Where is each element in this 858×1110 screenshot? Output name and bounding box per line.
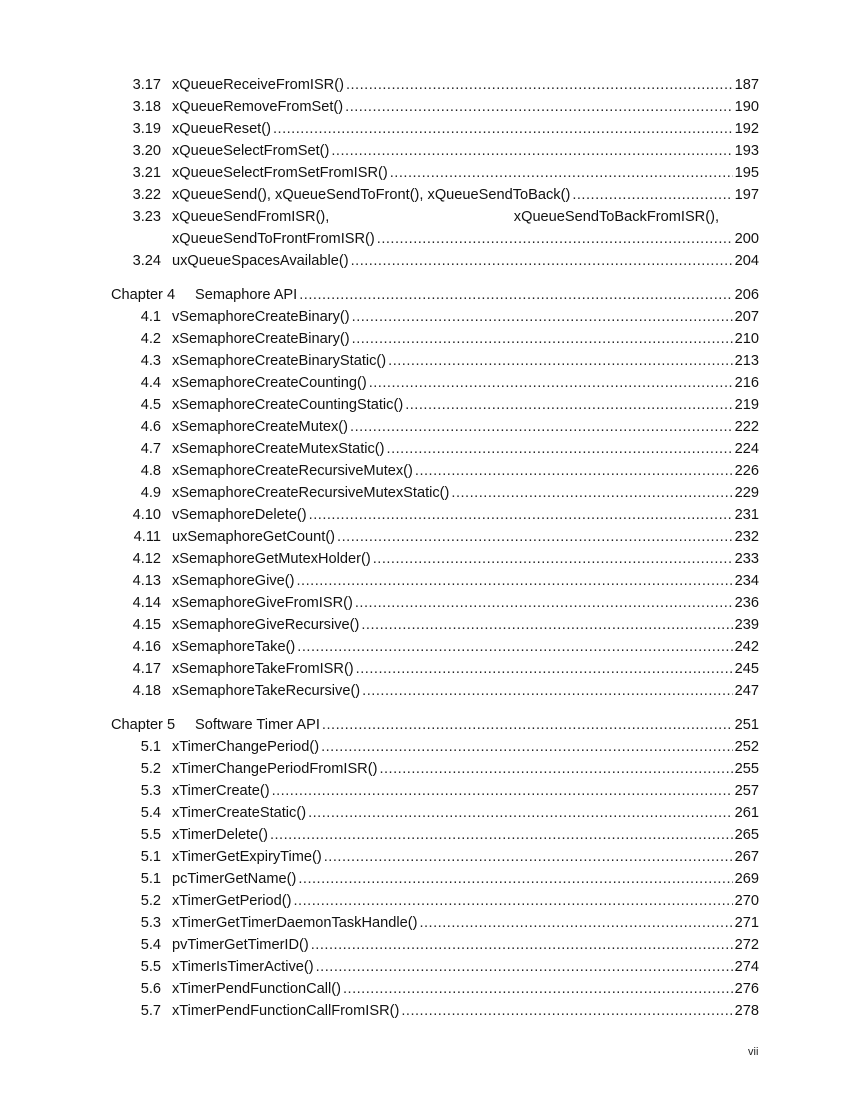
toc-entry[interactable] [111, 780, 759, 802]
toc-entry-number: 4.6 [140, 419, 161, 435]
chapter-number: Chapter 4 [111, 287, 176, 303]
dot-leader [296, 570, 732, 592]
dot-leader [346, 74, 733, 96]
toc-entry-page: 216 [734, 375, 759, 391]
toc-entry-number: 4.18 [132, 683, 161, 699]
toc-entry[interactable] [111, 736, 759, 758]
page-footer-number: vii [748, 1046, 759, 1058]
toc-entry-page: 278 [734, 1003, 759, 1019]
dot-leader [356, 658, 733, 680]
toc-entry-page: 234 [734, 573, 759, 589]
toc-entry-title: pvTimerGetTimerID() [172, 937, 309, 953]
toc-entry-number: 5.2 [140, 893, 161, 909]
toc-entry-title: xSemaphoreCreateRecursiveMutex() [172, 463, 413, 479]
toc-entry-title: vSemaphoreCreateBinary() [172, 309, 350, 325]
toc-entry[interactable] [111, 912, 759, 934]
toc-entry-number: 3.18 [132, 99, 161, 115]
chapter-title: Semaphore API [195, 287, 298, 303]
dot-leader [308, 802, 733, 824]
toc-entry[interactable] [111, 614, 759, 636]
toc-entry-number: 5.4 [140, 937, 161, 953]
dot-leader [299, 284, 732, 306]
toc-entry-title: xTimerDelete() [172, 827, 268, 843]
toc-entry-title: xQueueSelectFromSetFromISR() [172, 165, 388, 181]
toc-entry-page: 242 [734, 639, 759, 655]
toc-entry-number: 5.5 [140, 959, 161, 975]
toc-entry-page: 272 [734, 937, 759, 953]
dot-leader [373, 548, 733, 570]
toc-entry-title: xSemaphoreGiveRecursive() [172, 617, 360, 633]
toc-entry-page: 233 [734, 551, 759, 567]
toc-entry-title: uxQueueSpacesAvailable() [172, 253, 349, 269]
dot-leader [273, 118, 733, 140]
toc-entry-number: 3.17 [132, 77, 161, 93]
toc-entry[interactable] [111, 372, 759, 394]
toc-section-3-tail [111, 74, 759, 206]
dot-leader [405, 394, 732, 416]
toc-entry-page: 255 [734, 761, 759, 777]
toc-entry[interactable] [111, 890, 759, 912]
toc-entry[interactable] [111, 526, 759, 548]
dot-leader [362, 680, 732, 702]
toc-entry-title: xTimerGetExpiryTime() [172, 849, 322, 865]
toc-entry-title: xQueueRemoveFromSet() [172, 99, 344, 115]
dot-leader [350, 416, 733, 438]
toc-entry[interactable] [111, 140, 759, 162]
toc-entry-number: 4.15 [132, 617, 161, 633]
toc-entry-page: 222 [734, 419, 759, 435]
toc-entry-number: 4.17 [132, 661, 161, 677]
toc-entry[interactable] [111, 802, 759, 824]
toc-entry-number: 3.24 [132, 253, 161, 269]
toc-entry-page: 207 [734, 309, 759, 325]
dot-leader [355, 592, 733, 614]
dot-leader [415, 460, 733, 482]
toc-entry[interactable] [111, 394, 759, 416]
toc-entry-title-part: xQueueSendFromISR(), [172, 209, 330, 225]
toc-entry-number: 5.2 [140, 761, 161, 777]
toc-entry[interactable] [111, 250, 759, 272]
toc-entry-title: xSemaphoreGiveFromISR() [172, 595, 353, 611]
dot-leader [388, 350, 733, 372]
toc-entry[interactable] [111, 824, 759, 846]
toc-entry-number: 4.16 [132, 639, 161, 655]
toc-entry-number: 5.1 [140, 849, 161, 865]
toc-entry-number: 4.12 [132, 551, 161, 567]
toc-entry-page: 261 [734, 805, 759, 821]
toc-entry[interactable] [111, 846, 759, 868]
toc-entry-page: 276 [734, 981, 759, 997]
dot-leader [293, 890, 732, 912]
dot-leader [451, 482, 732, 504]
toc-entry-page: 190 [734, 99, 759, 115]
toc-entry-number: 5.3 [140, 783, 161, 799]
toc-entry-title: xSemaphoreGive() [172, 573, 295, 589]
toc-entry-page: 195 [734, 165, 759, 181]
toc-entry-number: 3.20 [132, 143, 161, 159]
toc-entry-page: 229 [734, 485, 759, 501]
toc-entry[interactable] [111, 978, 759, 1000]
toc-entry-page: 193 [734, 143, 759, 159]
toc-entry-title: vSemaphoreDelete() [172, 507, 307, 523]
toc-entry-title: xSemaphoreCreateRecursiveMutexStatic() [172, 485, 450, 501]
dot-leader [337, 526, 733, 548]
toc-entry[interactable] [111, 956, 759, 978]
toc-entry[interactable] [111, 548, 759, 570]
toc-entry[interactable] [111, 416, 759, 438]
toc-entry-number: 3.21 [132, 165, 161, 181]
dot-leader [322, 714, 733, 736]
toc-entry-title: xSemaphoreTakeFromISR() [172, 661, 354, 677]
dot-leader [419, 912, 732, 934]
toc-entry-number: 4.2 [140, 331, 161, 347]
dot-leader [572, 184, 732, 206]
dot-leader [351, 250, 733, 272]
toc-entry-title: xQueueSend(), xQueueSendToFront(), xQueueSendToBack() [172, 187, 571, 203]
toc-entry[interactable] [111, 504, 759, 526]
dot-leader [401, 1000, 732, 1022]
toc-entry-title: pcTimerGetName() [172, 871, 297, 887]
toc-entry[interactable] [111, 680, 759, 702]
toc-entry[interactable] [111, 184, 759, 206]
toc-entry-title: xTimerPendFunctionCall() [172, 981, 341, 997]
toc-entry-number: 4.8 [140, 463, 161, 479]
toc-entry-page: 274 [734, 959, 759, 975]
toc-entry-number: 4.4 [140, 375, 161, 391]
toc-chapter-5-entries [111, 736, 759, 1022]
toc-entry[interactable] [111, 934, 759, 956]
toc-entry-title: xTimerGetPeriod() [172, 893, 292, 909]
toc-entry-page: 269 [734, 871, 759, 887]
toc-entry-number: 5.5 [140, 827, 161, 843]
dot-leader [311, 934, 733, 956]
dot-leader [352, 328, 733, 350]
toc-entry[interactable] [111, 118, 759, 140]
dot-leader [297, 636, 732, 658]
toc-entry[interactable] [111, 74, 759, 96]
toc-entry[interactable] [111, 96, 759, 118]
toc-entry-page: 210 [734, 331, 759, 347]
toc-entry[interactable] [111, 328, 759, 350]
toc-entry-title: xTimerChangePeriod() [172, 739, 320, 755]
toc-entry[interactable] [111, 758, 759, 780]
toc-entry[interactable] [111, 482, 759, 504]
toc-entry-title: uxSemaphoreGetCount() [172, 529, 336, 545]
dot-leader [345, 96, 733, 118]
toc-entry-page: 252 [734, 739, 759, 755]
dot-leader [324, 846, 733, 868]
toc-entry-page: 265 [734, 827, 759, 843]
dot-leader [316, 956, 733, 978]
toc-entry-number: 5.4 [140, 805, 161, 821]
table-of-contents [111, 74, 759, 1022]
toc-entry[interactable] [111, 636, 759, 658]
dot-leader [321, 736, 733, 758]
toc-entry[interactable] [111, 438, 759, 460]
dot-leader [387, 438, 733, 460]
toc-entry-page: 239 [734, 617, 759, 633]
toc-section-3-end [111, 250, 759, 272]
toc-entry[interactable] [111, 868, 759, 890]
toc-entry-title: xTimerCreate() [172, 783, 270, 799]
dot-leader [377, 228, 733, 250]
toc-entry-number: 4.13 [132, 573, 161, 589]
dot-leader [352, 306, 733, 328]
toc-entry-page: 270 [734, 893, 759, 909]
chapter-title: Software Timer API [195, 717, 320, 733]
toc-entry-title: xTimerCreateStatic() [172, 805, 307, 821]
toc-entry-page: 267 [734, 849, 759, 865]
toc-entry-title: xQueueReset() [172, 121, 271, 137]
dot-leader [270, 824, 733, 846]
toc-entry-number: 3.22 [132, 187, 161, 203]
toc-entry-page: 231 [734, 507, 759, 523]
toc-entry-number: 4.3 [140, 353, 161, 369]
dot-leader [379, 758, 732, 780]
dot-leader [309, 504, 733, 526]
toc-chapter-5[interactable] [111, 714, 759, 736]
toc-entry-title: xSemaphoreTake() [172, 639, 296, 655]
toc-entry[interactable] [111, 306, 759, 328]
toc-entry[interactable] [111, 570, 759, 592]
toc-entry-number: 4.1 [140, 309, 161, 325]
toc-entry-title: xTimerChangePeriodFromISR() [172, 761, 378, 777]
dot-leader [331, 140, 732, 162]
toc-chapter-4-entries [111, 306, 759, 702]
toc-entry-title: xQueueSelectFromSet() [172, 143, 330, 159]
toc-entry-page: 226 [734, 463, 759, 479]
toc-entry-title: xTimerIsTimerActive() [172, 959, 314, 975]
toc-entry-3-23[interactable] [111, 206, 759, 250]
dot-leader [369, 372, 733, 394]
toc-entry[interactable] [111, 162, 759, 184]
toc-entry-title: xSemaphoreCreateCounting() [172, 375, 367, 391]
toc-entry-number: 3.23 [132, 209, 161, 225]
toc-entry-number: 3.19 [132, 121, 161, 137]
toc-entry-title: xSemaphoreCreateMutex() [172, 419, 349, 435]
toc-entry-title: xTimerGetTimerDaemonTaskHandle() [172, 915, 418, 931]
dot-leader [343, 978, 733, 1000]
toc-chapter-4[interactable] [111, 284, 759, 306]
toc-entry-page: 187 [734, 77, 759, 93]
toc-entry-title: xQueueReceiveFromISR() [172, 77, 344, 93]
chapter-page: 206 [734, 287, 759, 303]
toc-entry-title-part: xQueueSendToBackFromISR(), [513, 209, 719, 225]
toc-entry-page: 271 [734, 915, 759, 931]
dot-leader [390, 162, 733, 184]
toc-entry-number: 5.1 [140, 739, 161, 755]
toc-entry-title: xSemaphoreCreateBinary() [172, 331, 350, 347]
chapter-page: 251 [734, 717, 759, 733]
toc-entry-title: xTimerPendFunctionCallFromISR() [172, 1003, 400, 1019]
toc-entry-title-part: xQueueSendToFrontFromISR() [172, 231, 375, 247]
toc-entry-title: xSemaphoreGetMutexHolder() [172, 551, 371, 567]
toc-entry-number: 5.7 [140, 1003, 161, 1019]
toc-entry-number: 5.3 [140, 915, 161, 931]
toc-entry-page: 247 [734, 683, 759, 699]
toc-entry-title: xSemaphoreTakeRecursive() [172, 683, 361, 699]
toc-entry[interactable] [111, 350, 759, 372]
toc-entry[interactable] [111, 658, 759, 680]
toc-entry[interactable] [111, 460, 759, 482]
toc-entry-page: 200 [734, 231, 759, 247]
toc-entry-number: 4.11 [133, 529, 161, 545]
toc-entry-number: 4.14 [132, 595, 161, 611]
toc-entry-page: 197 [734, 187, 759, 203]
toc-entry-page: 232 [734, 529, 759, 545]
toc-entry-number: 4.10 [132, 507, 161, 523]
toc-entry-page: 192 [734, 121, 759, 137]
toc-entry-title: xSemaphoreCreateMutexStatic() [172, 441, 385, 457]
toc-entry-page: 204 [734, 253, 759, 269]
toc-entry-page: 245 [734, 661, 759, 677]
dot-leader [272, 780, 733, 802]
dot-leader [361, 614, 732, 636]
toc-entry-number: 4.9 [140, 485, 161, 501]
toc-entry-page: 224 [734, 441, 759, 457]
dot-leader [298, 868, 732, 890]
toc-entry[interactable] [111, 592, 759, 614]
chapter-number: Chapter 5 [111, 717, 176, 733]
toc-entry-title: xSemaphoreCreateBinaryStatic() [172, 353, 387, 369]
toc-entry-page: 219 [734, 397, 759, 413]
toc-entry-title: xSemaphoreCreateCountingStatic() [172, 397, 404, 413]
toc-entry-number: 5.6 [140, 981, 161, 997]
toc-entry-page: 236 [734, 595, 759, 611]
toc-entry-number: 4.5 [140, 397, 161, 413]
toc-entry-number: 4.7 [140, 441, 161, 457]
toc-entry[interactable] [111, 1000, 759, 1022]
toc-entry-page: 213 [734, 353, 759, 369]
toc-entry-number: 5.1 [140, 871, 161, 887]
toc-entry-page: 257 [734, 783, 759, 799]
